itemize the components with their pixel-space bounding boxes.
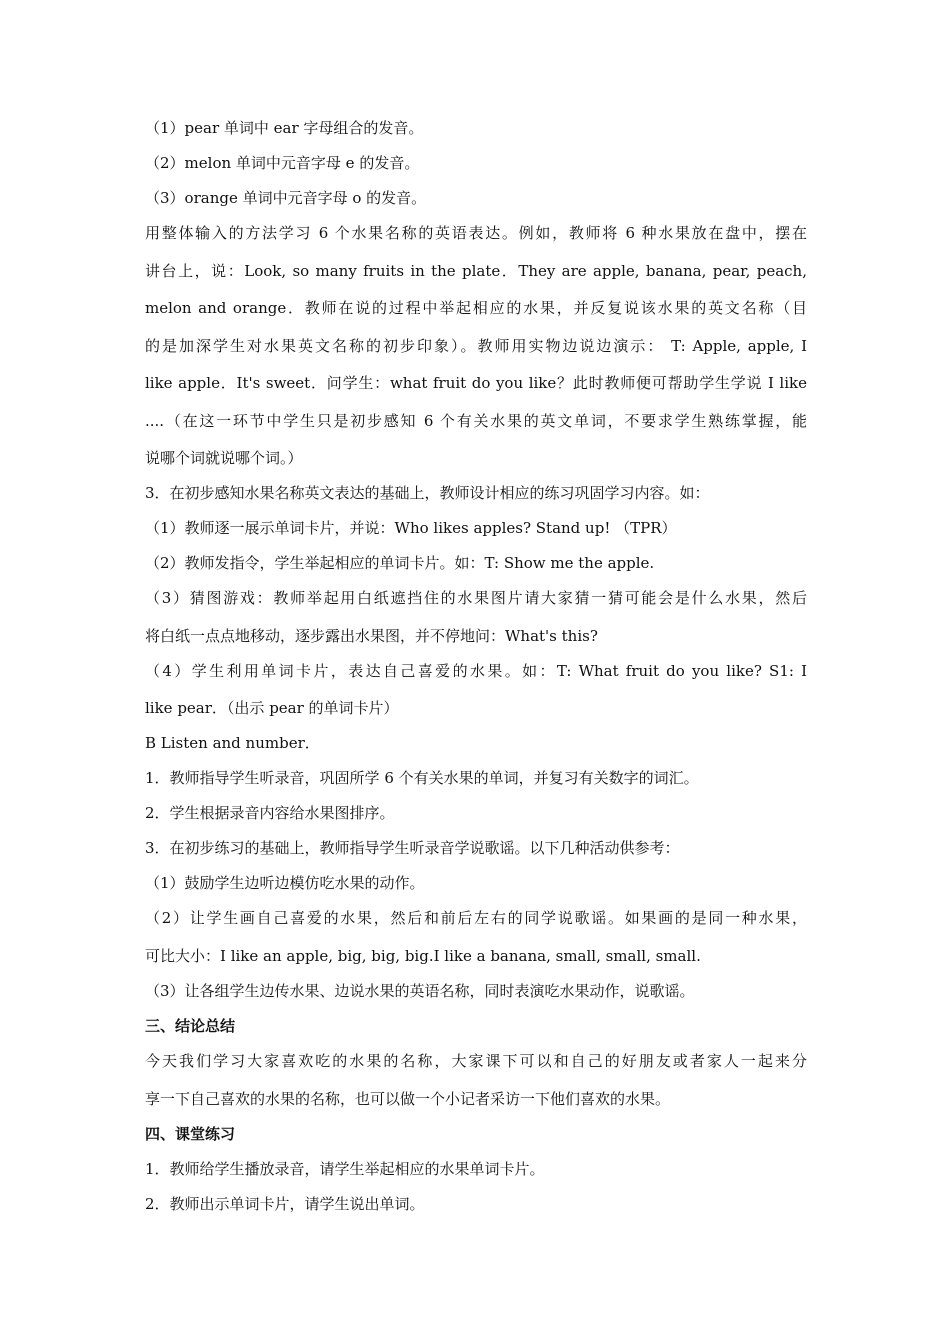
b-activity-3-line: （3）让各组学生边传水果、边说水果的英语名称，同时表演吃水果动作，说歌谣。: [145, 982, 695, 1000]
conclusion-heading: 三、结论总结: [145, 1017, 236, 1035]
activity-3-line: 将白纸一点点地移动，逐步露出水果图，并不停地问：What's this?: [145, 627, 598, 645]
practice-2-line: 2．教师出示单词卡片，请学生说出单词。: [145, 1195, 425, 1213]
melon-pronunciation-line: （2）melon 单词中元音字母 e 的发音。: [145, 154, 420, 172]
b-step-2-line: 2．学生根据录音内容给水果图排序。: [145, 804, 395, 822]
b-activity-2-line: （2）让学生画自己喜爱的水果，然后和前后左右的同学说歌谣。如果画的是同一种水果，: [145, 909, 807, 927]
paragraph-line: ....（在这一环节中学生只是初步感知 6 个有关水果的英文单词，不要求学生熟练掌握，能: [145, 412, 807, 430]
paragraph-line: 讲台上，说：Look, so many fruits in the plate．They are apple, banana, pear, peach,: [145, 262, 807, 280]
b-activity-1-line: （1）鼓励学生边听边模仿吃水果的动作。: [145, 874, 425, 892]
conclusion-line: 今天我们学习大家喜欢吃的水果的名称，大家课下可以和自己的好朋友或者家人一起来分: [145, 1052, 807, 1070]
b-step-1-line: 1．教师指导学生听录音，巩固所学 6 个有关水果的单词，并复习有关数字的词汇。: [145, 769, 699, 787]
orange-pronunciation-line: （3）orange 单词中元音字母 o 的发音。: [145, 189, 427, 207]
activity-4-line: （4）学生利用单词卡片，表达自己喜爱的水果。如：T: What fruit do you like? S1: I: [145, 662, 807, 680]
activity-3-line: （3）猜图游戏：教师举起用白纸遮挡住的水果图片请大家猜一猜可能会是什么水果，然后: [145, 589, 807, 607]
activity-2-line: （2）教师发指令，学生举起相应的单词卡片。如：T: Show me the apple.: [145, 554, 655, 572]
step-3-line: 3．在初步感知水果名称英文表达的基础上，教师设计相应的练习巩固学习内容。如：: [145, 484, 710, 502]
conclusion-line: 享一下自己喜欢的水果的名称，也可以做一个小记者采访一下他们喜欢的水果。: [145, 1090, 671, 1108]
section-b-heading: B Listen and number．: [145, 734, 320, 752]
activity-4-line: like pear．（出示 pear 的单词卡片）: [145, 699, 399, 717]
paragraph-line: melon and orange．教师在说的过程中举起相应的水果，并反复说该水果的英文名称（目: [145, 299, 807, 317]
paragraph-line: 的是加深学生对水果英文名称的初步印象）。教师用实物边说边演示： T: Apple, apple, I: [145, 337, 807, 355]
practice-heading: 四、课堂练习: [145, 1125, 236, 1143]
paragraph-line: 用整体输入的方法学习 6 个水果名称的英语表达。例如，教师将 6 种水果放在盘中，摆在: [145, 224, 807, 242]
practice-1-line: 1．教师给学生播放录音，请学生举起相应的水果单词卡片。: [145, 1160, 545, 1178]
b-activity-2-line: 可比大小：I like an apple, big, big, big.I like a banana, small, small, small.: [145, 947, 701, 965]
paragraph-line: 说哪个词就说哪个词。）: [145, 449, 303, 467]
b-step-3-line: 3．在初步练习的基础上，教师指导学生听录音学说歌谣。以下几种活动供参考：: [145, 839, 680, 857]
pear-pronunciation-line: （1）pear 单词中 ear 字母组合的发音。: [145, 119, 424, 137]
paragraph-line: like apple．It's sweet．问学生：what fruit do you like？此时教师便可帮助学生学说 I like: [145, 374, 807, 392]
activity-1-line: （1）教师逐一展示单词卡片，并说：Who likes apples? Stand up! （TPR）: [145, 519, 677, 537]
